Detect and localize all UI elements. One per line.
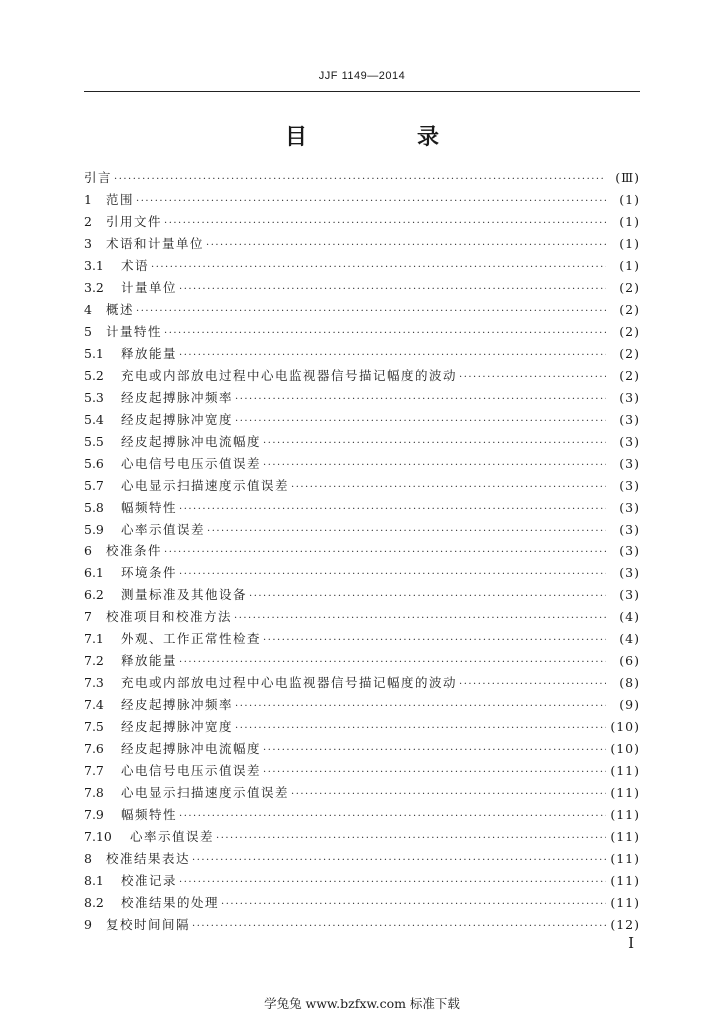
toc-dot-leader	[179, 657, 606, 668]
toc-entry[interactable]	[84, 300, 640, 322]
toc-dot-leader	[235, 416, 606, 427]
toc-dot-leader	[114, 174, 606, 185]
toc-entry-page: (Ⅲ)	[615, 170, 640, 185]
toc-entry-page: (10)	[610, 741, 640, 757]
toc-dot-leader	[179, 504, 606, 515]
toc-entry-page: (3)	[619, 499, 640, 515]
toc-dot-leader	[234, 613, 606, 624]
toc-entry-title: 心电信号电压示值误差	[121, 455, 262, 471]
toc-entry-page: (3)	[619, 411, 640, 427]
toc-entry-page: (3)	[619, 477, 640, 493]
toc-entry-page: (12)	[610, 916, 640, 932]
toc-entry[interactable]	[84, 849, 640, 871]
toc-entry[interactable]	[84, 915, 640, 937]
toc-dot-leader	[136, 306, 606, 317]
toc-entry[interactable]	[84, 256, 640, 278]
toc-entry-page: (2)	[619, 279, 640, 295]
toc-entry-page: (4)	[619, 631, 640, 647]
toc-entry-number: 7.3	[84, 675, 104, 691]
toc-entry-number: 3.1	[84, 257, 104, 273]
toc-entry[interactable]	[84, 476, 640, 498]
toc-dot-leader	[179, 811, 606, 822]
toc-entry-page: (11)	[610, 851, 640, 867]
toc-entry-title: 计量特性	[106, 323, 163, 339]
toc-entry-title: 经皮起搏脉冲频率	[121, 389, 234, 405]
toc-entry-number: 2	[84, 213, 92, 229]
toc-dot-leader	[235, 701, 606, 712]
toc-entry[interactable]	[84, 629, 640, 651]
toc-entry-number: 7.4	[84, 697, 104, 713]
toc-entry-number: 5	[84, 323, 92, 339]
toc-entry-number: 6.2	[84, 587, 104, 603]
toc-entry-title: 幅频特性	[121, 499, 178, 515]
toc-entry-page: (3)	[619, 565, 640, 581]
toc-entry-title: 校准记录	[121, 873, 178, 888]
toc-entry-title: 心电显示扫描速度示值误差	[121, 785, 290, 801]
toc-entry-number: 7.9	[84, 807, 104, 823]
toc-dot-leader	[179, 284, 606, 295]
toc-entry-page: (6)	[619, 653, 640, 669]
toc-dot-leader	[179, 569, 606, 580]
toc-entry-number: 8.1	[84, 873, 104, 888]
toc-entry-page: (11)	[610, 763, 640, 779]
toc-entry-number: 9	[84, 916, 92, 932]
toc-dot-leader	[291, 789, 606, 800]
toc-dot-leader	[459, 372, 606, 383]
toc-entry-title: 心率示值误差	[130, 829, 215, 845]
toc-entry[interactable]	[84, 585, 640, 607]
toc-dot-leader	[263, 745, 606, 756]
toc-entry-number: 4	[84, 301, 92, 317]
toc-entry-title: 心率示值误差	[121, 521, 206, 537]
toc-entry-page: (2)	[619, 301, 640, 317]
toc-entry[interactable]	[84, 871, 640, 893]
toc-entry-number: 1	[84, 191, 92, 207]
toc-entry-page: (11)	[610, 785, 640, 801]
toc-dot-leader	[216, 833, 606, 844]
toc-entry[interactable]	[84, 563, 640, 585]
toc-entry-page: (3)	[619, 521, 640, 537]
toc-entry-number: 7.7	[84, 763, 104, 779]
toc-entry[interactable]	[84, 344, 640, 366]
toc-entry-number: 5.5	[84, 433, 104, 449]
toc-entry-title: 复校时间间隔	[106, 916, 191, 932]
toc-entry-title: 心电信号电压示值误差	[121, 763, 262, 779]
toc-dot-leader	[164, 218, 606, 229]
toc-entry-page: (11)	[610, 829, 640, 845]
toc-entry-number: 7.2	[84, 653, 104, 669]
toc-dot-leader	[235, 394, 606, 405]
header-divider	[84, 91, 640, 92]
toc-dot-leader	[179, 350, 606, 361]
toc-entry[interactable]	[84, 541, 640, 563]
toc-entry-title: 校准结果表达	[106, 851, 191, 867]
toc-dot-leader	[263, 460, 606, 471]
toc-entry-page: (3)	[619, 455, 640, 471]
toc-entry-number: 6	[84, 543, 92, 559]
toc-dot-leader	[207, 526, 606, 537]
toc-entry-title: 引言	[84, 170, 113, 185]
toc-entry-page: (1)	[619, 213, 640, 229]
toc-entry-title: 心电显示扫描速度示值误差	[121, 477, 290, 493]
toc-entry-number: 7	[84, 609, 92, 625]
toc-entry[interactable]	[84, 783, 640, 805]
toc-entry-title: 校准条件	[106, 543, 163, 559]
toc-dot-leader	[164, 328, 606, 339]
toc-dot-leader	[221, 899, 606, 910]
page-number: I	[628, 934, 634, 952]
toc-entry-title: 经皮起搏脉冲宽度	[121, 719, 234, 735]
toc-entry[interactable]	[84, 717, 640, 739]
toc-entry[interactable]	[84, 212, 640, 234]
toc-entry[interactable]	[84, 410, 640, 432]
toc-entry-title: 环境条件	[121, 565, 178, 581]
toc-entry-page: (3)	[619, 389, 640, 405]
toc-dot-leader	[263, 438, 606, 449]
toc-entry[interactable]	[84, 695, 640, 717]
toc-entry-title: 经皮起搏脉冲电流幅度	[121, 741, 262, 757]
toc-dot-leader	[151, 262, 606, 273]
footer-watermark-text: 学兔兔 www.bzfxw.com 标准下载	[264, 996, 460, 1011]
toc-dot-leader	[206, 240, 606, 251]
toc-dot-leader	[192, 921, 606, 932]
toc-dot-leader	[179, 877, 606, 888]
toc-entry[interactable]	[84, 607, 640, 629]
toc-entry-title: 释放能量	[121, 653, 178, 669]
toc-entry[interactable]	[84, 432, 640, 454]
toc-entry-title: 经皮起搏脉冲频率	[121, 697, 234, 713]
toc-entry-page: (8)	[619, 675, 640, 691]
toc-entry-number: 7.8	[84, 785, 104, 801]
toc-entry-page: (10)	[610, 719, 640, 735]
toc-entry[interactable]	[84, 827, 640, 849]
toc-entry-title: 充电或内部放电过程中心电监视器信号描记幅度的波动	[121, 675, 458, 691]
toc-dot-leader	[263, 767, 606, 778]
table-of-contents	[84, 168, 640, 937]
toc-entry[interactable]	[84, 498, 640, 520]
toc-entry-title: 经皮起搏脉冲宽度	[121, 411, 234, 427]
page-title: 目 录	[284, 124, 483, 150]
toc-entry-number: 6.1	[84, 565, 104, 581]
toc-entry-number: 5.4	[84, 411, 104, 427]
toc-entry[interactable]	[84, 454, 640, 476]
toc-dot-leader	[136, 196, 606, 207]
toc-entry-number: 8.2	[84, 894, 104, 910]
toc-entry-page: (3)	[619, 587, 640, 603]
toc-entry-number: 3.2	[84, 279, 104, 295]
toc-entry-number: 3	[84, 235, 92, 251]
toc-entry-number: 7.10	[84, 829, 112, 845]
toc-entry-number: 7.5	[84, 719, 104, 735]
toc-entry-title: 外观、工作正常性检查	[121, 631, 262, 647]
toc-entry-title: 充电或内部放电过程中心电监视器信号描记幅度的波动	[121, 367, 458, 383]
toc-dot-leader	[291, 482, 606, 493]
toc-dot-leader	[235, 723, 606, 734]
toc-entry-page: (2)	[619, 323, 640, 339]
toc-entry-title: 概述	[106, 301, 135, 317]
toc-entry-title: 范围	[106, 191, 135, 207]
toc-entry[interactable]	[84, 520, 640, 542]
toc-entry-page: (3)	[619, 433, 640, 449]
toc-entry-page: (1)	[619, 191, 640, 207]
toc-entry-title: 测量标准及其他设备	[121, 587, 248, 603]
toc-entry[interactable]	[84, 190, 640, 212]
toc-entry-page: (2)	[619, 345, 640, 361]
toc-entry-title: 校准结果的处理	[121, 894, 220, 910]
toc-dot-leader	[249, 591, 606, 602]
toc-entry-number: 7.1	[84, 631, 104, 647]
toc-entry[interactable]	[84, 168, 640, 190]
toc-entry[interactable]	[84, 739, 640, 761]
toc-entry-page: (1)	[619, 235, 640, 251]
toc-dot-leader	[164, 547, 606, 558]
toc-entry-title: 术语	[121, 257, 150, 273]
toc-entry-title: 校准项目和校准方法	[106, 609, 233, 625]
toc-entry[interactable]	[84, 366, 640, 388]
toc-entry-page: (3)	[619, 543, 640, 559]
toc-entry-number: 5.2	[84, 367, 104, 383]
toc-entry-number: 5.7	[84, 477, 104, 493]
toc-dot-leader	[263, 635, 606, 646]
toc-entry[interactable]	[84, 761, 640, 783]
toc-entry-page: (4)	[619, 609, 640, 625]
toc-entry-page: (11)	[610, 807, 640, 823]
toc-entry-number: 5.9	[84, 521, 104, 537]
toc-entry-title: 术语和计量单位	[106, 235, 205, 251]
toc-entry[interactable]	[84, 388, 640, 410]
toc-entry[interactable]	[84, 893, 640, 915]
toc-entry-number: 5.1	[84, 345, 104, 361]
toc-entry-page: (2)	[619, 367, 640, 383]
toc-entry-page: (11)	[610, 873, 640, 888]
toc-entry-title: 释放能量	[121, 345, 178, 361]
toc-entry[interactable]	[84, 322, 640, 344]
document-code: JJF 1149—2014	[318, 70, 406, 82]
toc-entry-title: 幅频特性	[121, 807, 178, 823]
toc-entry[interactable]	[84, 278, 640, 300]
toc-entry-page: (11)	[610, 894, 640, 910]
toc-entry-page: (1)	[619, 257, 640, 273]
toc-entry-title: 经皮起搏脉冲电流幅度	[121, 433, 262, 449]
toc-entry-number: 8	[84, 851, 92, 867]
toc-dot-leader	[459, 679, 606, 690]
toc-entry-number: 5.6	[84, 455, 104, 471]
toc-entry-number: 5.3	[84, 389, 104, 405]
toc-entry[interactable]	[84, 234, 640, 256]
toc-entry-title: 引用文件	[106, 213, 163, 229]
toc-entry-title: 计量单位	[121, 279, 178, 295]
toc-entry-page: (9)	[619, 697, 640, 713]
toc-entry[interactable]	[84, 673, 640, 695]
toc-entry[interactable]	[84, 651, 640, 673]
toc-dot-leader	[192, 855, 606, 866]
toc-entry-number: 5.8	[84, 499, 104, 515]
toc-entry[interactable]	[84, 805, 640, 827]
toc-entry-number: 7.6	[84, 741, 104, 757]
